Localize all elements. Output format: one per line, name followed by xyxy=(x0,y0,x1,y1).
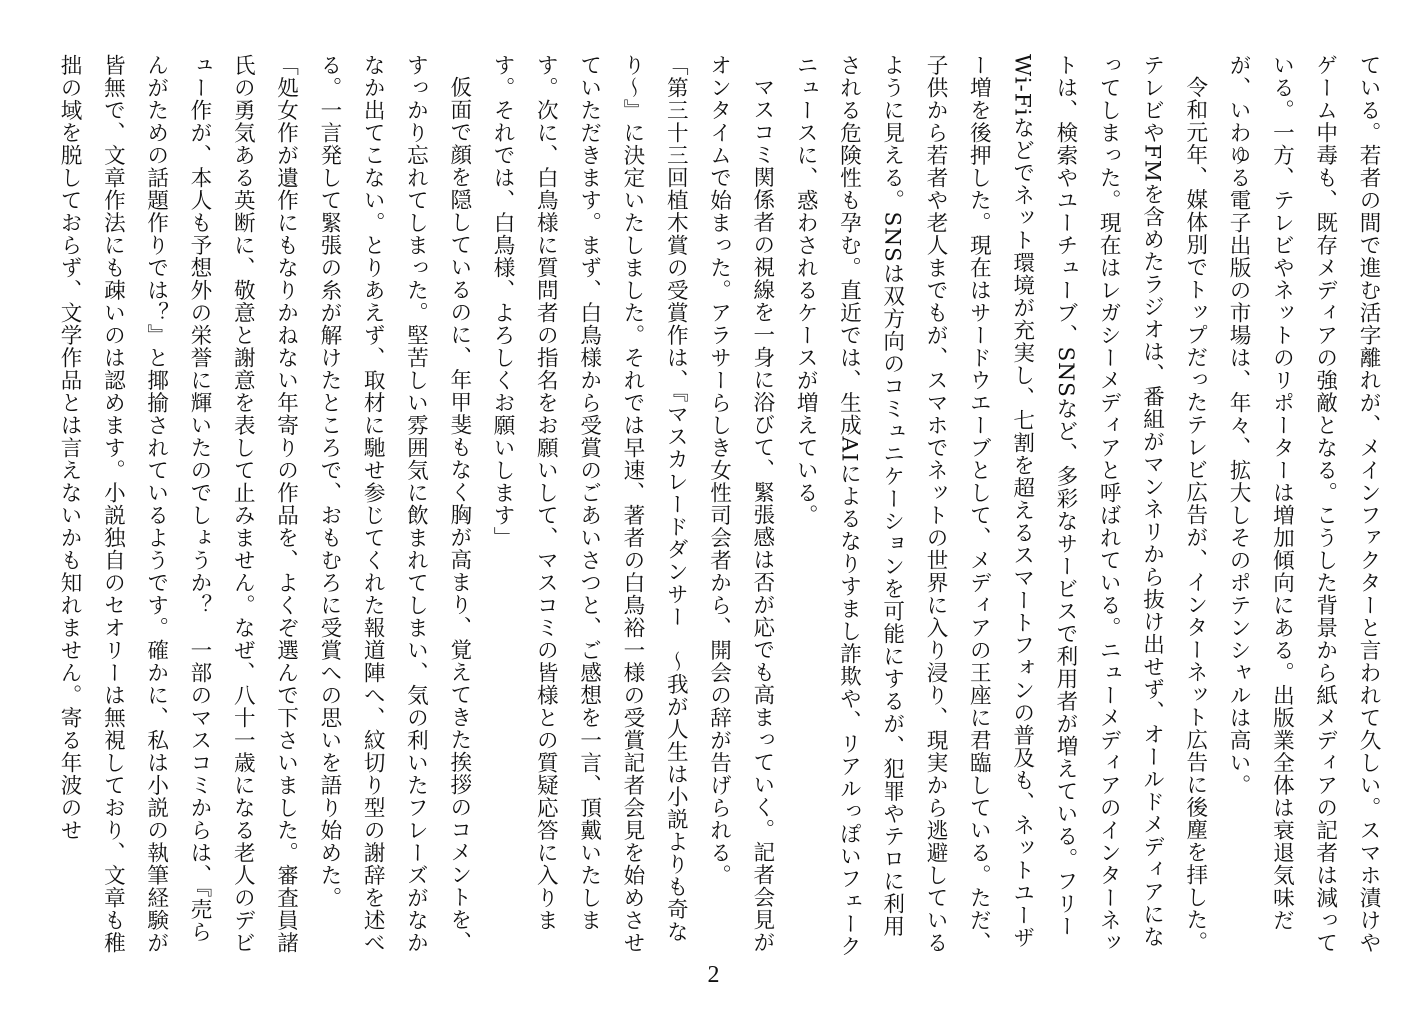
paragraph-2: 令和元年、媒体別でトップだったテレビ広告が、インターネット広告に後塵を拝した。テレビやFMを含めたラジオは、番組がマンネリから抜け出せず、オールドメディアになってしまった。現在はレガシーメディアと呼ばれている。ニューメディアのインターネットは、検索やユーチューブ、SNSなど、多彩なサービスで利用者が増えている。フリーWi-Fiなどでネット環境が充実し、七割を超えるスマートフォンの普及も、ネットユーザー増を後押した。現在はサードウエーブとして、メディアの王座に君臨している。ただ、子供から若者や老人までもが、スマホでネットの世界に入り浸り、現実から逃避しているように見える。SNSは双方向のコミュニケーションを可能にするが、犯罪やテロに利用される危険性も孕む。直近では、生成AIによるなりすまし詐欺や、リアルっぽいフェークニュースに、惑わされるケースが増えている。 xyxy=(793,54,1208,958)
paragraph-3: マスコミ関係者の視線を一身に浴びて、緊張感は否が応でも高まっていく。記者会見がオンタイムで始まった。アラサーらしき女性司会者から、開会の辞が告げられる。 xyxy=(706,54,775,954)
paragraph-4: 「第三十三回植木賞の受賞作は、『マスカレードダンサー ～我が人生は小説よりも奇なり～』に決定いたしました。それでは早速、著者の白鳥裕一様の受賞記者会見を始めさせていただきます。まず、白鳥様から受賞のごあいさつと、ご感想を一言、頂戴いたします。次に、白鳥様に質問者の指名をお願いして、マスコミの皆様との質疑応答に入ります。それでは、白鳥様、よろしくお願いします」 xyxy=(490,54,689,954)
paragraph-6: 「処女作が遺作にもなりかねない年寄りの作品を、よくぞ選んで下さいました。審査員諸氏の勇気ある英断に、敬意と謝意を表して止みません。なぜ、八十一歳になる老人のデビュー作が、本人も予想外の栄誉に輝いたのでしょうか？ 一部のマスコミからは、『売らんがための話題作りでは？』と揶揄されているようです。確かに、私は小説の執筆経験が皆無で、文章作法にも疎いのは認めます。小説独自のセオリーは無視しており、文章も稚拙の域を脱しておらず、文学作品とは言えないかも知れません。寄る年波のせ xyxy=(57,54,299,954)
paragraph-1: ている。若者の間で進む活字離れが、メインファクターと言われて久しい。スマホ漬けやゲーム中毒も、既存メディアの強敵となる。こうした背景から紙メディアの記者は減っている。一方、テレビやネットのリポーターは増加傾向にある。出版業全体は衰退気味だが、いわゆる電子出版の市場は、年々、拡大しそのポテンシャルは高い。 xyxy=(1226,54,1381,954)
vertical-text-body xyxy=(20,54,1390,959)
page-number: 2 xyxy=(707,962,720,988)
paragraph-5: 仮面で顔を隠しているのに、年甲斐もなく胸が高まり、覚えてきた挨拶のコメントを、すっかり忘れてしまった。堅苦しい雰囲気に飲まれてしまい、気の利いたフレーズがなかなか出てこない。とりあえず、取材に馳せ参じてくれた報道陣へ、紋切り型の謝辞を述べる。一言発して緊張の糸が解けたところで、おもむろに受賞への思いを語り始めた。 xyxy=(316,54,472,954)
